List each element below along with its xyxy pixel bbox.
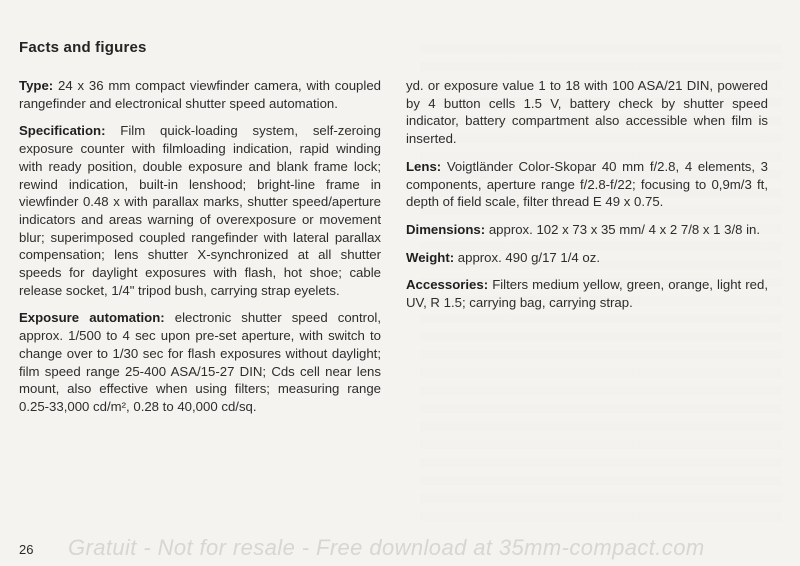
weight-paragraph <box>406 249 768 267</box>
left-column <box>19 77 381 426</box>
accessories-text: Filters medium yellow, green, orange, light red, UV, R 1.5; carrying bag, carrying strap. <box>406 277 768 311</box>
watermark-text: Gratuit - Not for resale - Free download at 35mm-compact.com <box>68 535 705 560</box>
specification-paragraph <box>19 122 381 299</box>
type-term: Type: <box>19 78 54 93</box>
dimensions-paragraph <box>406 221 768 239</box>
lens-term: Lens: <box>406 158 442 174</box>
specification-text: Film quick-loading system, self-zeroing exposure counter with filmloading indication, rapid winding with ready position, double exposure and blank frame lock; rewind indication, built-in lenshood; bright-line frame in viewfinder 0.48 x with parallax marks, shutter speed/aperture indicators and areas warning of overexposure or movement blur; superimposed coupled rangefinder with lateral parallax compensation; lens shutter X-synchronized at all shutter speeds for daylight exposures with flash, hot shoe; cable release socket, 1/4" tripod bush, carrying strap eyelets. <box>19 123 381 298</box>
dimensions-text: approx. 102 x 73 x 35 mm/ 4 x 2 7/8 x 1 3/8 in. <box>488 221 761 237</box>
page-heading: Facts and figures <box>19 39 147 56</box>
lens-paragraph <box>406 158 768 211</box>
continued-paragraph <box>406 77 768 148</box>
continued-text: yd. or exposure value 1 to 18 with 100 ASA/21 DIN, powered by 4 button cells 1.5 V, battery check by shutter speed indicator, battery compartment also accessible when film is inserted. <box>406 78 768 147</box>
dimensions-term: Dimensions: <box>406 221 486 237</box>
specification-term: Specification: <box>19 123 106 139</box>
lens-text: Voigtländer Color-Skopar 40 mm f/2.8, 4 elements, 3 components, aperture range f/2.8-f/22; focusing to 0,9m/3 ft, depth of field scale, filter thread E 49 x 0.75. <box>406 158 768 210</box>
exposure-automation-paragraph <box>19 309 381 415</box>
accessories-term: Accessories: <box>406 277 489 293</box>
right-column <box>406 77 768 322</box>
weight-text: approx. 490 g/17 1/4 oz. <box>457 249 601 265</box>
exposure-automation-term: Exposure automation: <box>19 310 165 326</box>
type-text: 24 x 36 mm compact viewfinder camera, with coupled rangefinder and electronical shutter speed automation. <box>19 78 381 111</box>
weight-term: Weight: <box>406 249 455 265</box>
page-number: 26 <box>19 542 34 557</box>
exposure-automation-text: electronic shutter speed control, approx. 1/500 to 4 sec upon pre-set aperture, with switch to change over to 1/30 sec for flash exposures without daylight; film speed range 25-400 ASA/15-27 DIN; Cds cell near lens mount, also effective when using filters; measuring range 0.25-33,000 cd/m², 0.28 to 40,000 cd/sq. <box>19 310 381 414</box>
accessories-paragraph <box>406 276 768 311</box>
type-paragraph <box>19 77 381 112</box>
